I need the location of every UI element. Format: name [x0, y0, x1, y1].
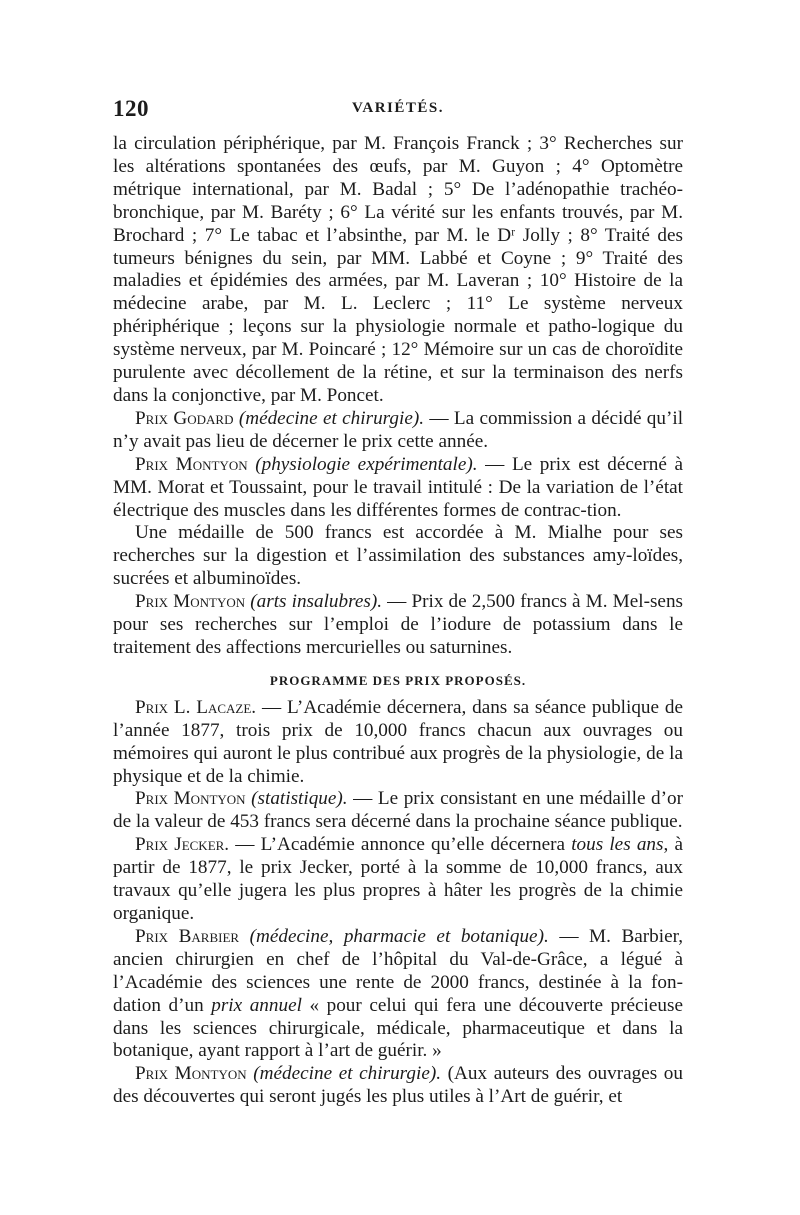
prize-name: Prix Godard: [135, 407, 234, 429]
prize-field: (statistique).: [251, 788, 348, 810]
paragraph-awards-list: la circulation périphérique, par M. François Franck ; 3° Recherches sur les altérations spontanées des œufs, par M. Guyon ; 4° Optomètre métrique international, par M. Badal ; 5° De l’adénopathie trachéo-bronchique, par M. Baréty ; 6° La vérité sur les enfants trouvés, par M. Brochard ; 7° Le tabac et l’absinthe, par M. le Dʳ Jolly ; 8° Traité des tumeurs bénignes du sein, par MM. Labbé et Coyne ; 9° Traité des maladies et épidémies des armées, par M. Laveran ; 10° Histoire de la médecine arabe, par M. L. Leclerc ; 11° Le système nerveux phériphérique ; leçons sur la physiologie normale et patho-logique du système nerveux, par M. Poincaré ; 12° Mémoire sur un cas de choroïdite purulente avec décollement de la rétine, et sur la terminaison des nerfs dans la conjonctive, par M. Poncet.: [113, 133, 683, 406]
prize-name: Prix Barbier: [135, 925, 240, 947]
section-heading: PROGRAMME DES PRIX PROPOSÉS.: [269, 672, 527, 688]
paragraph-text: — L’Académie décernera, dans sa séance publique de l’année 1877, trois prix de 10,000 francs chacun aux ouvrages ou mémoires qui auront le plus contribué aux progrès de la physiologie, de la physique et de la chimie.: [113, 696, 683, 787]
paragraph-text: — Le prix est décerné à MM. Morat et Toussaint, pour le travail intitulé : De la variation de l’état électrique des muscles dans les différentes formes de contrac-tion.: [113, 453, 683, 521]
paragraph-prix-jecker: [113, 834, 683, 926]
running-title: VARIÉTÉS.: [351, 100, 444, 116]
prize-name: Prix Jecker.: [135, 834, 230, 856]
prize-field: (médecine et chirurgie).: [253, 1063, 442, 1085]
paragraph-text: — L’Académie annonce qu’elle décernera: [229, 834, 572, 856]
page-header: [113, 96, 683, 128]
prize-name: Prix Montyon: [135, 591, 246, 613]
paragraph-prix-lacaze: [113, 697, 683, 789]
prize-field: (médecine, pharmacie et botanique).: [249, 925, 549, 947]
emphasis-text: prix annuel: [211, 994, 302, 1016]
page-number: 120: [113, 96, 149, 121]
paragraph-prix-montyon-medecine: [113, 1063, 683, 1109]
paragraph-text: « pour celui qui fera une découverte précieuse dans les sciences chirurgicale, médicale, pharmaceutique et dans la botanique, ayant rapport à l’art de guérir. »: [113, 994, 683, 1062]
paragraph-medaille-mialhe: Une médaille de 500 francs est accordée à M. Mialhe pour ses recherches sur la digestion et l’assimilation des substances amy-loïdes, sucrées et albuminoïdes.: [113, 522, 683, 590]
prize-name: Prix L. Lacaze.: [135, 696, 257, 718]
paragraph-text: — La commission a décidé qu’il n’y avait pas lieu de décerner le prix cette année.: [113, 407, 684, 452]
page-body: [113, 133, 683, 1109]
prize-name: Prix Montyon: [135, 453, 248, 475]
paragraph-prix-montyon-statistique: [113, 788, 683, 834]
paragraph-text: — Prix de 2,500 francs à M. Mel-sens pour ses recherches sur l’emploi de l’iodure de potassium dans le traitement des affections mercurielles ou saturnines.: [113, 591, 683, 658]
prize-field: (physiologie expérimentale).: [255, 453, 478, 475]
paragraph-prix-barbier: [113, 926, 683, 1063]
prize-field: (arts insalubres).: [250, 591, 383, 613]
prize-name: Prix Montyon: [135, 788, 246, 810]
paragraph-prix-godard: [113, 408, 683, 454]
emphasis-text: tous les ans: [571, 834, 664, 856]
paragraph-prix-montyon-physiologie: [113, 454, 683, 523]
paragraph-text: , à partir de 1877, le prix Jecker, porté à la somme de 10,000 francs, aux travaux qu’elle jugera les plus propres à hâter les progrès de la chimie organique.: [113, 834, 683, 924]
prize-field: (médecine et chirurgie).: [238, 407, 425, 429]
paragraph-text: — Le prix consistant en une médaille d’or de la valeur de 453 francs sera décerné dans la prochaine séance publique.: [113, 788, 683, 833]
prize-name: Prix Montyon: [135, 1063, 247, 1085]
paragraph-prix-montyon-arts: [113, 591, 683, 660]
paragraph-text: — M. Barbier, ancien chirurgien en chef de l’hôpital du Val-de-Grâce, a légué à l’Académie des sciences une rente de 2000 francs, destinée à la fon-dation d’un: [113, 925, 684, 1016]
paragraph-text: (Aux auteurs des ouvrages ou des découvertes qui seront jugés les plus utiles à l’Art de guérir, et: [113, 1063, 683, 1108]
